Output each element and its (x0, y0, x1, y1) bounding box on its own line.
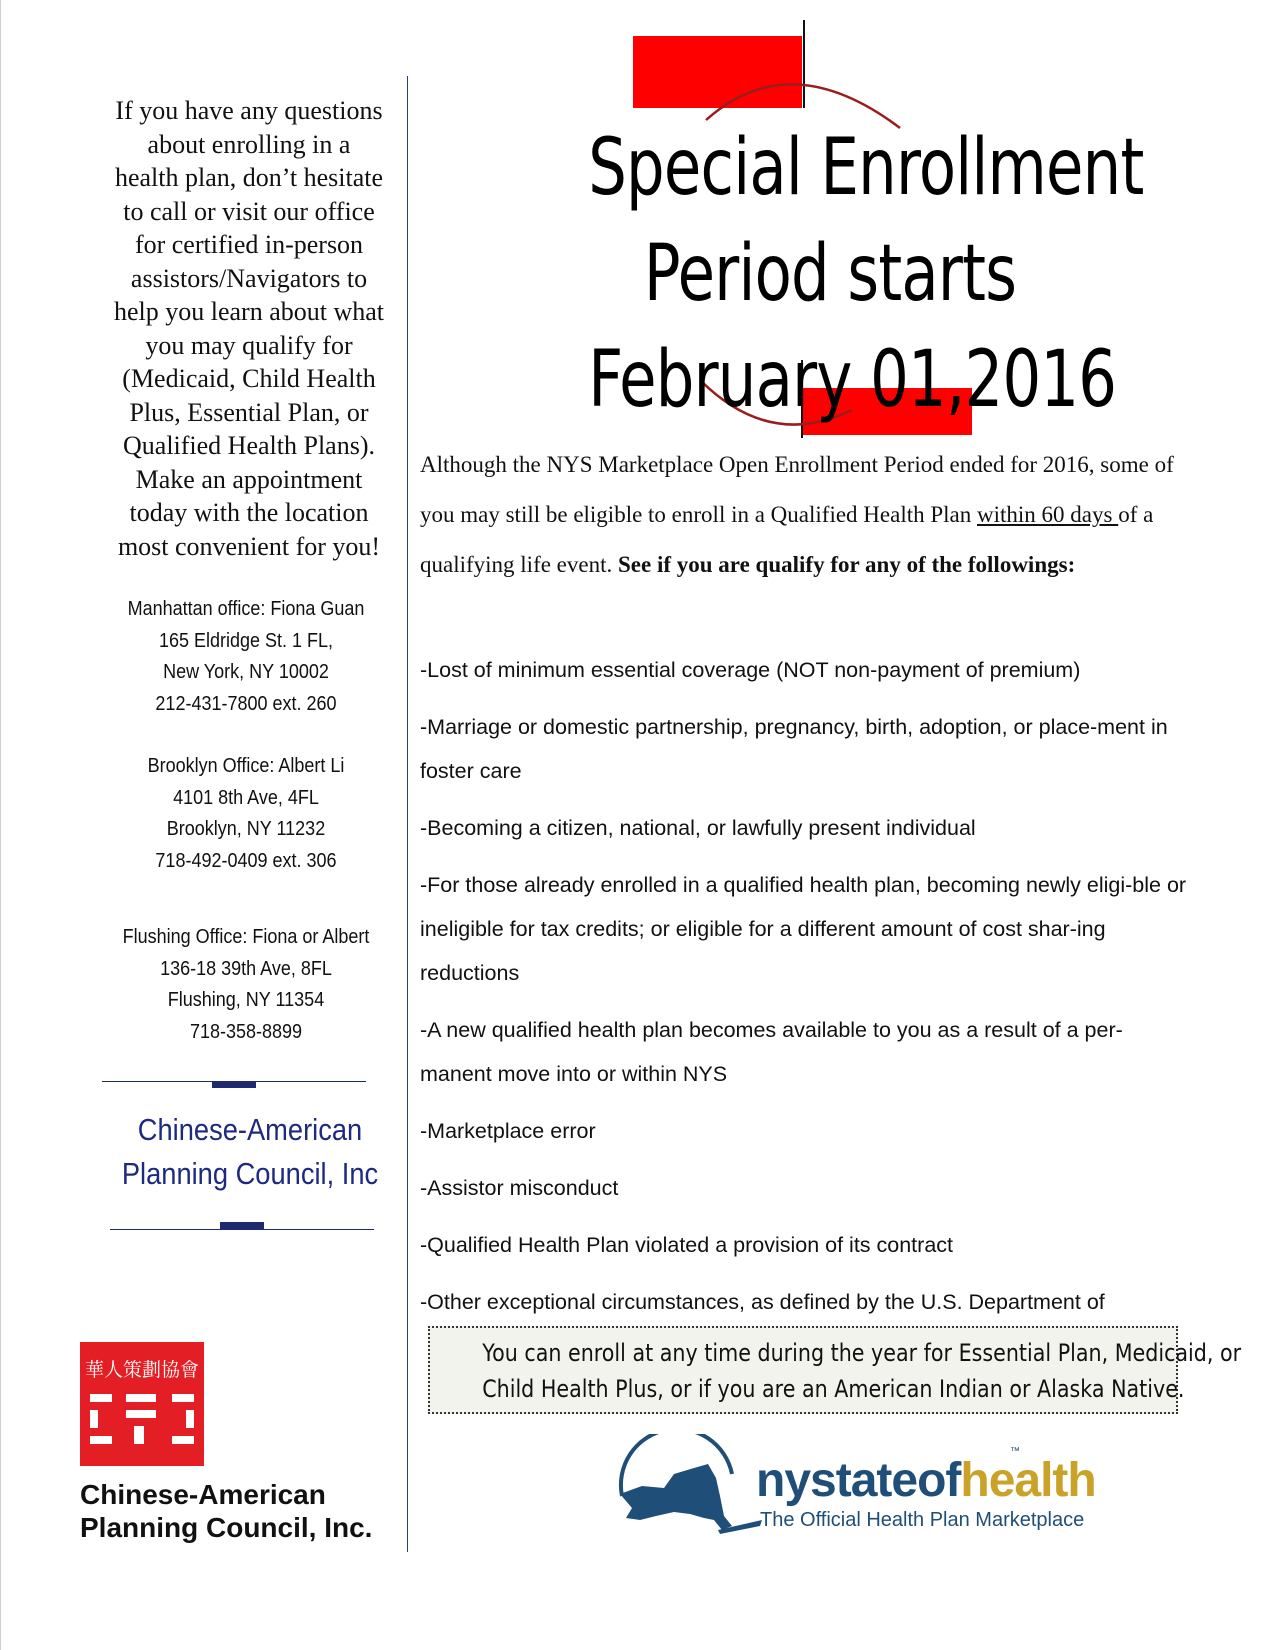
title-line: February 01,2016 (588, 335, 1117, 425)
office-brooklyn (106, 751, 387, 877)
org-name-line: Planning Council, Inc (121, 1156, 379, 1191)
logo-caption-line: Planning Council, Inc. (80, 1512, 373, 1543)
office-manhattan (106, 594, 387, 720)
office-address-line: Flushing, NY 11354 (167, 989, 325, 1011)
office-address-line: New York, NY 10002 (163, 661, 329, 683)
org-name (118, 1108, 382, 1196)
intro-line: you may qualify for (145, 330, 353, 360)
intro-line: today with the location (129, 498, 369, 527)
office-address-line: 165 Eldridge St. 1 FL, (158, 629, 334, 652)
divider-rule-tab (220, 1222, 264, 1229)
intro-line: Qualified Health Plans). (123, 431, 375, 460)
office-flushing (106, 922, 387, 1048)
list-item: -A new qualified health plan becomes available to you as a result of a per-manent move into or within NYS (420, 1018, 1123, 1086)
intro-line: help you learn about what (113, 297, 385, 326)
intro-line: for certified in-person (134, 230, 364, 259)
list-item: -Assistor misconduct (420, 1176, 619, 1200)
org-name-line: Chinese-American (137, 1112, 363, 1147)
office-heading: Manhattan office: Fiona Guan (127, 598, 365, 620)
title-line: Period starts (643, 229, 1017, 319)
red-block-top (633, 36, 802, 108)
office-address-line: Brooklyn, NY 11232 (166, 818, 326, 840)
wordmark-part-gold: health (960, 1454, 1096, 1507)
ny-state-shape-icon (620, 1464, 732, 1530)
wordmark-part-navy: nystateof (756, 1454, 961, 1507)
intro-line: If you have any questions (115, 96, 383, 125)
callout-line: You can enroll at any time during the year for Essential Plan, Medicaid, or (482, 1339, 1242, 1367)
intro-underlined: within 60 days (977, 502, 1119, 527)
intro-line: assistors/Navigators to (130, 263, 368, 293)
intro-line: (Medicaid, Child Health (122, 364, 376, 393)
enroll-anytime-callout (428, 1326, 1242, 1414)
list-item: -Becoming a citizen, national, or lawfully present individual (420, 816, 976, 840)
title-line: Special Enrollment (588, 123, 1144, 213)
office-heading: Flushing Office: Fiona or Albert (122, 926, 370, 948)
cpc-logo (80, 1342, 204, 1466)
intro-line: most convenient for you! (117, 531, 381, 561)
intro-text: Although the NYS Marketplace Open Enrollment Period ended for 2016, some of you may still be eligible to enroll in a Qualified Health Plan (420, 452, 1174, 527)
intro-line: Make an appointment (135, 464, 363, 494)
intro-paragraph (420, 440, 1190, 590)
intro-line: to call or visit our office (123, 196, 375, 226)
intro-line: Plus, Essential Plan, or (129, 397, 369, 427)
list-item: -Marketplace error (420, 1119, 596, 1143)
office-heading: Brooklyn Office: Albert Li (147, 755, 345, 777)
divider-rule-bottom (110, 1229, 374, 1230)
nystateofhealth-wordmark (756, 1455, 1096, 1507)
list-item: -Other exceptional circumstances, as defined by the U.S. Department of (420, 1290, 1105, 1314)
divider-rule-tab (212, 1081, 256, 1088)
cpc-logo-caption (80, 1478, 420, 1544)
list-item: -For those already enrolled in a qualified health plan, becoming newly eligi-ble or ineligible for tax credits; or eligible for a different amount of cost shar-ing reductions (420, 873, 1187, 985)
list-item: -Qualified Health Plan violated a provision of its contract (420, 1233, 953, 1257)
nystateofhealth-tagline: The Official Health Plan Marketplace (760, 1509, 1085, 1531)
intro-line: about enrolling in a (147, 129, 351, 159)
office-address-line: 4101 8th Ave, 4FL (173, 786, 319, 809)
qualifying-events-list (420, 648, 1190, 1337)
callout-line: Child Health Plus, or if you are an American Indian or Alaska Native. (482, 1375, 1185, 1403)
office-phone[interactable]: 212-431-7800 ext. 260 (155, 692, 337, 715)
page-title (520, 115, 1144, 433)
trademark-symbol: ™ (1010, 1446, 1020, 1457)
list-item: -Marriage or domestic partnership, pregnancy, birth, adoption, or place-ment in foster care (420, 715, 1168, 783)
office-phone[interactable]: 718-492-0409 ext. 306 (155, 849, 337, 872)
list-item: -Lost of minimum essential coverage (NOT non-payment of premium) (420, 658, 1081, 682)
intro-text: of a qualifying life event. (420, 502, 1154, 577)
intro-bold: See if you are qualify for any of the followings: (618, 552, 1076, 577)
office-phone[interactable]: 718-358-8899 (189, 1020, 303, 1043)
office-address-line: 136-18 39th Ave, 8FL (160, 957, 332, 980)
logo-chinese-text: 華人策劃協會 (84, 1359, 200, 1381)
intro-line: health plan, don’t hesitate (114, 163, 384, 192)
logo-caption-line: Chinese-American (80, 1479, 326, 1510)
